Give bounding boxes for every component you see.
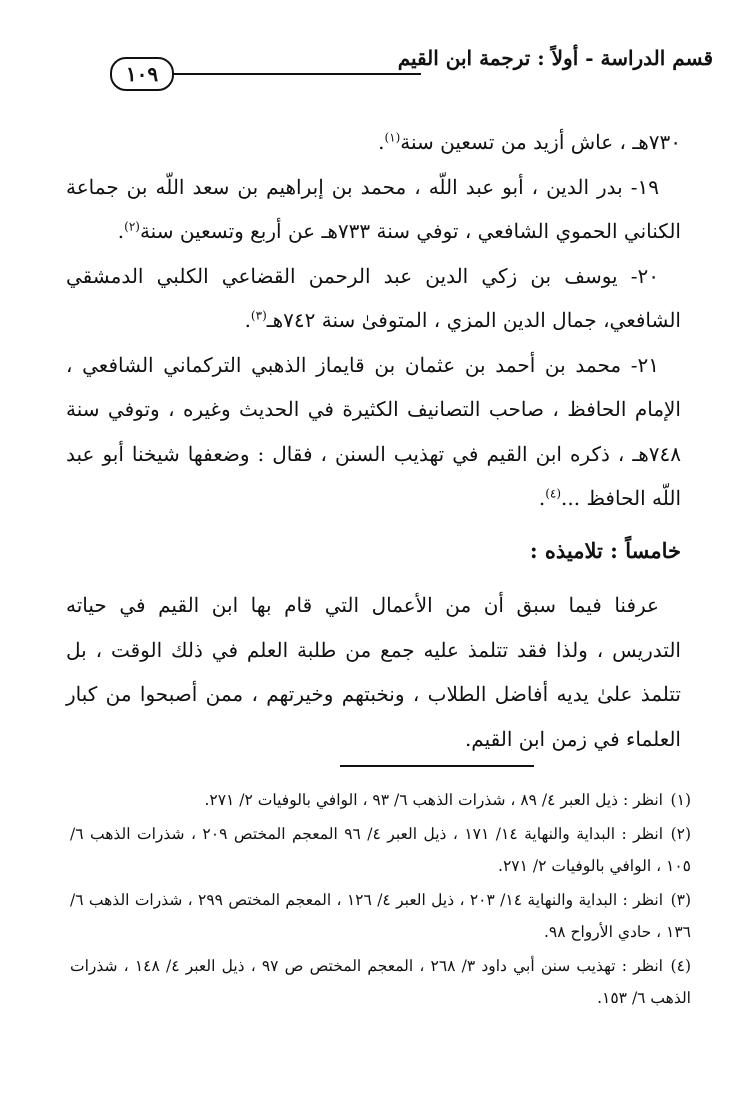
paragraph-text: ٧٣٠هـ ، عاش أزيد من تسعين سنة [400,130,681,154]
section-heading: خامساً : تلاميذه : [529,537,681,563]
footnote-number: (١) [670,791,691,809]
paragraph-text: ١٩- بدر الدين ، أبو عبد اللّه ، محمد بن إبراهيم بن سعد اللّه بن جماعة الكناني الحموي الشافعي ، توفي سنة ٧٣٣هـ عن أربع وتسعين سنة [66,174,681,243]
punctuation: . [378,130,385,154]
running-header-title: قسم الدراسة - أولاً : ترجمة ابن القيم [397,46,713,70]
students-paragraph: عرفنا فيما سبق أن من الأعمال التي قام بها ابن القيم في حياته التدريس ، ولذا فقد تتلمذ عليه جمع من طلبة العلم في ذلك الوقت ، بل تتلمذ علىٰ يديه أفاضل الطلاب ، ونخبتهم وخيرتهم ، ممن أصبحوا من كبار العلماء في زمن ابن القيم. [66,593,681,751]
paragraph-continuation [66,120,681,165]
footnote-text: انظر : البداية والنهاية ١٤/ ١٧١ ، ذيل العبر ٤/ ٩٦ المعجم المختص ٢٠٩ ، شذرات الذهب ٦/ ١٠٥ ، الوافي بالوفيات ٢/ ٢٧١. [70,825,691,875]
punctuation: . [117,219,125,243]
footnote-separator [340,765,534,767]
footnote-ref: (٤) [545,486,562,501]
footnote [70,884,691,948]
footnote-ref: (١) [384,130,401,145]
footnote-ref: (٢) [124,219,140,234]
footnote [70,950,691,1014]
footnote [70,818,691,882]
main-text [66,120,681,761]
footnote-text: انظر : ذيل العبر ٤/ ٨٩ ، شذرات الذهب ٦/ ٩٣ ، الوافي بالوفيات ٢/ ٢٧١. [204,791,663,809]
punctuation: . [538,486,546,510]
entry-21 [66,343,681,521]
header-rule [165,73,421,75]
paragraph-text: ٢١- محمد بن أحمد بن عثمان بن قايماز الذهبي التركماني الشافعي ، الإمام الحافظ ، صاحب التصانيف الكثيرة في الحديث وغيره ، وتوفي سنة ٧٤٨هـ ، ذكره ابن القيم في تهذيب السنن ، فقال : وضعفها شيخنا أبو عبد اللّه الحافظ ... [66,352,681,510]
footnote-number: (٤) [670,957,691,975]
footnotes [70,784,691,1016]
footnote-number: (٣) [670,891,692,909]
punctuation: . [244,308,251,332]
page-number: ١٠٩ [110,57,174,91]
footnote-number: (٢) [670,825,692,843]
paragraph-text: ٢٠- يوسف بن زكي الدين عبد الرحمن القضاعي الكلبي الدمشقي الشافعي، جمال الدين المزي ، المتوفىٰ سنة ٧٤٢هـ [66,263,681,332]
footnote-text: انظر : تهذيب سنن أبي داود ٣/ ٢٦٨ ، المعجم المختص ص ٩٧ ، ذيل العبر ٤/ ١٤٨ ، شذرات الذهب ٦/ ١٥٣. [70,957,691,1007]
entry-20 [66,254,681,343]
footnote [70,784,691,816]
entry-19 [66,165,681,254]
footnote-ref: (٣) [250,308,267,323]
footnote-text: انظر : البداية والنهاية ١٤/ ٢٠٣ ، ذيل العبر ٤/ ١٢٦ ، المعجم المختص ٢٩٩ ، شذرات الذهب ٦/ ١٣٦ ، حادي الأرواح ٩٨. [70,891,691,941]
